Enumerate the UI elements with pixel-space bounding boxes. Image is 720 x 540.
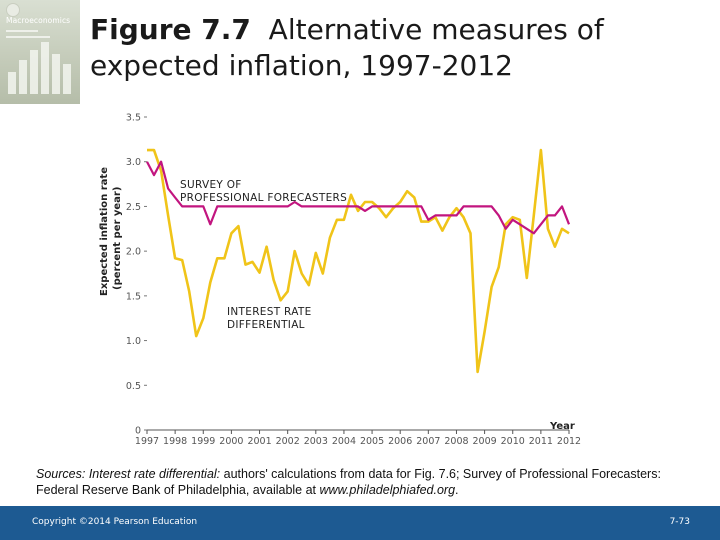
y-tick-label: 2.5: [125, 201, 141, 213]
sources-url: www.philadelphiafed.org: [319, 483, 456, 497]
y-axis-label-line1: Expected inflation rate: [99, 167, 110, 296]
x-tick-label: 1999: [191, 436, 216, 447]
x-axis: [135, 430, 581, 447]
cover-art: [6, 36, 74, 94]
x-tick-label: 2004: [331, 436, 357, 447]
footer-bar: [0, 506, 720, 540]
x-axis-label: Year: [550, 421, 575, 432]
x-tick-label: 2009: [472, 436, 497, 447]
y-tick-label: 0: [134, 425, 141, 437]
y-tick-label: 2.0: [125, 246, 141, 258]
sources-part1: Interest rate differential:: [88, 467, 221, 481]
x-tick-label: 2011: [528, 436, 553, 447]
x-tick-label: 2010: [500, 436, 525, 447]
annotation-spf-line2: PROFESSIONAL FORECASTERS: [180, 192, 348, 204]
figure-caption: Alternative measures of expected inflation, 1997-2012: [90, 13, 604, 82]
y-axis-label-line2: (percent per year): [112, 186, 123, 290]
y-tick-label: 1.5: [125, 291, 141, 303]
sources-label: Sources:: [36, 467, 86, 481]
y-axis: [126, 113, 147, 437]
y-tick-label: 1.0: [125, 336, 141, 348]
x-tick-label: 1998: [163, 436, 188, 447]
annotation-ird-line2: DIFFERENTIAL: [227, 319, 305, 331]
x-tick-label: 2006: [388, 436, 413, 447]
cover-subtitle-line: [6, 30, 38, 32]
x-tick-label: 2002: [275, 436, 300, 447]
x-tick-label: 2005: [359, 436, 385, 447]
y-tick-label: 3.0: [125, 157, 141, 169]
x-tick-label: 2008: [444, 436, 469, 447]
y-tick-label: 3.5: [125, 112, 141, 124]
sources-end: .: [455, 483, 459, 497]
y-tick-label: 0.5: [125, 380, 141, 392]
annotation-spf-line1: SURVEY OF: [180, 179, 242, 191]
x-tick-label: 2001: [247, 436, 272, 447]
sources-part2: authors' calculations from data for Fig. 7.6; Survey of Professional Forecasters: Federal Reserve Bank of Philadelphia, available at: [36, 467, 661, 497]
x-tick-label: 2003: [303, 436, 328, 447]
sources-note: [36, 466, 696, 498]
cover-title: Macroeconomics: [6, 16, 71, 25]
x-tick-label: 2000: [219, 436, 244, 447]
copyright-text: Copyright ©2014 Pearson Education: [32, 517, 198, 527]
book-cover-thumbnail: [0, 0, 80, 104]
cover-badge-icon: [6, 3, 20, 17]
inflation-line-chart: [95, 108, 585, 448]
x-tick-label: 2007: [416, 436, 441, 447]
figure-label: Figure 7.7: [90, 13, 251, 46]
x-tick-label: 1997: [134, 436, 160, 447]
slide-title: [90, 12, 710, 84]
page-number: 7-73: [669, 517, 690, 527]
annotation-ird-line1: INTEREST RATE: [227, 306, 312, 318]
x-tick-label: 2012: [556, 436, 582, 447]
